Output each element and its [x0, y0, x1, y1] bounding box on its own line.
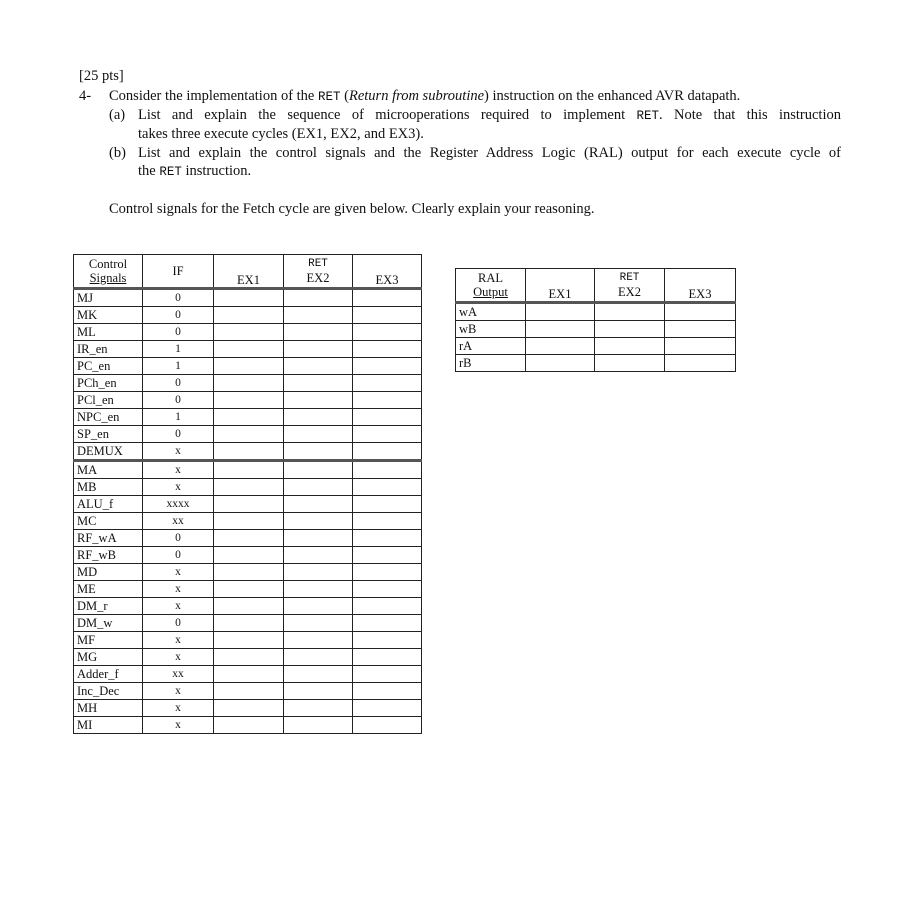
control-row: [74, 513, 422, 530]
if-value: x: [143, 443, 214, 461]
if-value: x: [143, 598, 214, 615]
ex3-value-cell: [353, 341, 422, 358]
signal-name: MJ: [74, 289, 143, 307]
problem-intro: [109, 87, 740, 106]
ex2-value-cell: [284, 341, 353, 358]
ex1-header: [214, 255, 284, 289]
ral-ex1-label: EX1: [548, 287, 572, 301]
ex2-value-cell: [284, 461, 353, 479]
part-b-ret-mono: RET: [159, 165, 182, 179]
signal-name: MI: [74, 717, 143, 734]
ex2-value-cell: [284, 324, 353, 341]
signal-name: MG: [74, 649, 143, 666]
ex3-value-cell: [353, 598, 422, 615]
control-row: [74, 392, 422, 409]
ex2-header-label: EX2: [306, 271, 330, 285]
part-b-text-post: instruction.: [181, 163, 252, 179]
ral-ex2-cell: [595, 338, 665, 355]
intro-italic: Return from subroutine: [348, 88, 485, 104]
ex2-value-cell: [284, 649, 353, 666]
ex3-header: [353, 255, 422, 289]
if-value: 0: [143, 426, 214, 443]
signal-name: ML: [74, 324, 143, 341]
ex2-value-cell: [284, 358, 353, 375]
ral-signal-name: wA: [456, 303, 526, 321]
ral-ex1-cell: [526, 303, 595, 321]
control-row: [74, 479, 422, 496]
points-label: [25 pts]: [79, 68, 124, 84]
ral-ex3-cell: [665, 355, 736, 372]
control-row: [74, 289, 422, 307]
ex2-value-cell: [284, 375, 353, 392]
ex3-value-cell: [353, 307, 422, 324]
ral-ex2-cell: [595, 355, 665, 372]
control-row: [74, 426, 422, 443]
ex1-value-cell: [214, 426, 284, 443]
ex3-value-cell: [353, 392, 422, 409]
ex2-value-cell: [284, 666, 353, 683]
ex1-value-cell: [214, 479, 284, 496]
ex1-value-cell: [214, 700, 284, 717]
control-signals-table: [73, 254, 422, 734]
ex1-header-label: EX1: [237, 273, 260, 287]
part-a-text-end: . Note that this instruction: [659, 107, 841, 123]
signal-name: Adder_f: [74, 666, 143, 683]
control-row: [74, 564, 422, 581]
ex1-value-cell: [214, 324, 284, 341]
ex1-value-cell: [214, 598, 284, 615]
ex3-value-cell: [353, 443, 422, 461]
ex3-value-cell: [353, 683, 422, 700]
ex1-value-cell: [214, 289, 284, 307]
ral-output-table: [455, 268, 736, 372]
ex2-value-cell: [284, 717, 353, 734]
ral-ex2-label: EX2: [618, 285, 641, 299]
ret-header-label: RET: [308, 258, 328, 270]
ral-signal-name: wB: [456, 321, 526, 338]
ral-ex1-cell: [526, 355, 595, 372]
signal-name: Inc_Dec: [74, 683, 143, 700]
control-row: [74, 581, 422, 598]
if-value: 0: [143, 307, 214, 324]
ex1-value-cell: [214, 358, 284, 375]
signal-name: SP_en: [74, 426, 143, 443]
ex3-value-cell: [353, 649, 422, 666]
signal-name: MA: [74, 461, 143, 479]
ral-header-line1: RAL: [478, 271, 503, 285]
ral-row: [456, 338, 736, 355]
ex3-value-cell: [353, 530, 422, 547]
intro-text-2: (: [340, 88, 349, 104]
ral-signal-name: rB: [456, 355, 526, 372]
if-value: x: [143, 581, 214, 598]
ex2-value-cell: [284, 683, 353, 700]
ral-header-row: [456, 269, 736, 303]
control-row: [74, 375, 422, 392]
if-value: x: [143, 683, 214, 700]
control-row: [74, 307, 422, 324]
signal-name: PCl_en: [74, 392, 143, 409]
signal-name: RF_wA: [74, 530, 143, 547]
if-value: 0: [143, 289, 214, 307]
control-row: [74, 530, 422, 547]
part-a-label: (a): [109, 107, 126, 123]
part-b-line1: List and explain the control signals and the Register Address Logic (RAL) output for each execute cycle of: [138, 145, 841, 161]
ex3-value-cell: [353, 547, 422, 564]
if-value: 0: [143, 530, 214, 547]
control-row: [74, 615, 422, 632]
control-row: [74, 700, 422, 717]
if-value: x: [143, 632, 214, 649]
ex3-value-cell: [353, 289, 422, 307]
ex3-value-cell: [353, 409, 422, 426]
ex2-value-cell: [284, 564, 353, 581]
ral-ret-header-label: RET: [619, 272, 640, 284]
ex3-value-cell: [353, 461, 422, 479]
control-row: [74, 683, 422, 700]
ex1-value-cell: [214, 409, 284, 426]
ex1-value-cell: [214, 564, 284, 581]
ral-row: [456, 355, 736, 372]
ral-ex1-header: [526, 269, 595, 303]
ex2-value-cell: [284, 632, 353, 649]
ex3-value-cell: [353, 717, 422, 734]
signal-name: MF: [74, 632, 143, 649]
control-row: [74, 649, 422, 666]
fetch-note: Control signals for the Fetch cycle are given below. Clearly explain your reasoning.: [109, 201, 595, 217]
if-value: x: [143, 461, 214, 479]
if-value: 0: [143, 375, 214, 392]
part-a-line1: [138, 106, 841, 125]
ral-ex3-cell: [665, 338, 736, 355]
control-row: [74, 324, 422, 341]
signal-name: MC: [74, 513, 143, 530]
ex3-value-cell: [353, 700, 422, 717]
ex1-value-cell: [214, 341, 284, 358]
control-row: [74, 598, 422, 615]
ex1-value-cell: [214, 615, 284, 632]
signal-name: NPC_en: [74, 409, 143, 426]
ex1-value-cell: [214, 530, 284, 547]
ral-ex3-header: [665, 269, 736, 303]
signal-name: DM_r: [74, 598, 143, 615]
intro-ret-mono: RET: [318, 90, 341, 104]
ex3-header-label: EX3: [375, 273, 399, 287]
control-row: [74, 409, 422, 426]
ex1-value-cell: [214, 375, 284, 392]
control-row: [74, 358, 422, 375]
ex2-value-cell: [284, 443, 353, 461]
ex1-value-cell: [214, 683, 284, 700]
ral-row: [456, 321, 736, 338]
ex2-value-cell: [284, 392, 353, 409]
ral-ex3-cell: [665, 303, 736, 321]
ex2-value-cell: [284, 289, 353, 307]
ex2-value-cell: [284, 426, 353, 443]
ral-header-line2: Output: [473, 285, 508, 299]
ex3-value-cell: [353, 375, 422, 392]
ex2-value-cell: [284, 581, 353, 598]
control-row: [74, 461, 422, 479]
ex3-value-cell: [353, 358, 422, 375]
if-value: 1: [143, 409, 214, 426]
control-row: [74, 443, 422, 461]
control-header-line1: Control: [88, 257, 128, 271]
control-signals-header: [74, 255, 143, 289]
control-row: [74, 547, 422, 564]
intro-text-1: Consider the implementation of the: [109, 88, 318, 104]
ral-ex2-cell: [595, 321, 665, 338]
if-value: x: [143, 564, 214, 581]
ex2-value-cell: [284, 700, 353, 717]
ex2-value-cell: [284, 598, 353, 615]
ex2-value-cell: [284, 479, 353, 496]
if-value: xx: [143, 666, 214, 683]
if-value: x: [143, 717, 214, 734]
ex1-value-cell: [214, 717, 284, 734]
ex3-value-cell: [353, 615, 422, 632]
signal-name: PC_en: [74, 358, 143, 375]
if-value: xx: [143, 513, 214, 530]
part-a-text: List and explain the sequence of microoperations required to implement: [138, 107, 637, 123]
control-row: [74, 666, 422, 683]
ex3-value-cell: [353, 479, 422, 496]
ral-ex1-cell: [526, 338, 595, 355]
intro-text-3: ) instruction on the enhanced AVR datapath.: [484, 88, 741, 104]
ex3-value-cell: [353, 324, 422, 341]
part-a-line2: takes three execute cycles (EX1, EX2, and EX3).: [138, 126, 424, 142]
ex2-value-cell: [284, 513, 353, 530]
ex3-value-cell: [353, 513, 422, 530]
ex1-value-cell: [214, 461, 284, 479]
ex3-value-cell: [353, 564, 422, 581]
ex2-value-cell: [284, 547, 353, 564]
ex2-value-cell: [284, 530, 353, 547]
if-value: 1: [143, 358, 214, 375]
if-value: 0: [143, 392, 214, 409]
control-header-line2: Signals: [89, 271, 127, 285]
ex2-value-cell: [284, 615, 353, 632]
signal-name: MK: [74, 307, 143, 324]
part-b-label: (b): [109, 145, 126, 161]
problem-number: 4-: [79, 88, 92, 104]
ex1-value-cell: [214, 392, 284, 409]
ex2-value-cell: [284, 496, 353, 513]
ex1-value-cell: [214, 443, 284, 461]
if-header: [143, 255, 214, 289]
if-value: x: [143, 479, 214, 496]
ex1-value-cell: [214, 307, 284, 324]
control-row: [74, 496, 422, 513]
if-value: 0: [143, 324, 214, 341]
ral-ex3-label: EX3: [688, 287, 712, 301]
ex2-value-cell: [284, 307, 353, 324]
ral-ex2-cell: [595, 303, 665, 321]
if-value: x: [143, 700, 214, 717]
if-value: x: [143, 649, 214, 666]
control-row: [74, 717, 422, 734]
if-value: 0: [143, 615, 214, 632]
ex1-value-cell: [214, 496, 284, 513]
ex1-value-cell: [214, 581, 284, 598]
signal-name: MB: [74, 479, 143, 496]
if-value: 1: [143, 341, 214, 358]
signal-name: PCh_en: [74, 375, 143, 392]
ex2-header: [284, 255, 353, 289]
ex1-value-cell: [214, 547, 284, 564]
ex3-value-cell: [353, 632, 422, 649]
ex1-value-cell: [214, 632, 284, 649]
ex1-value-cell: [214, 666, 284, 683]
ral-ex3-cell: [665, 321, 736, 338]
signal-name: MD: [74, 564, 143, 581]
ex1-value-cell: [214, 649, 284, 666]
control-row: [74, 632, 422, 649]
ral-ex1-cell: [526, 321, 595, 338]
ex3-value-cell: [353, 426, 422, 443]
signal-name: MH: [74, 700, 143, 717]
signal-name: IR_en: [74, 341, 143, 358]
ex3-value-cell: [353, 666, 422, 683]
part-b-line2: [138, 162, 251, 181]
ex2-value-cell: [284, 409, 353, 426]
ral-signal-name: rA: [456, 338, 526, 355]
part-a-ret-mono: RET: [636, 109, 660, 123]
control-header-row: [74, 255, 422, 289]
ex1-value-cell: [214, 513, 284, 530]
part-b-text-pre: the: [138, 163, 160, 179]
ex3-value-cell: [353, 496, 422, 513]
signal-name: ME: [74, 581, 143, 598]
control-row: [74, 341, 422, 358]
signal-name: ALU_f: [74, 496, 143, 513]
ex3-value-cell: [353, 581, 422, 598]
ral-row: [456, 303, 736, 321]
ral-ex2-header: [595, 269, 665, 303]
if-value: 0: [143, 547, 214, 564]
signal-name: DEMUX: [74, 443, 143, 461]
signal-name: RF_wB: [74, 547, 143, 564]
if-value: xxxx: [143, 496, 214, 513]
ral-output-header: [456, 269, 526, 303]
signal-name: DM_w: [74, 615, 143, 632]
if-header-label: IF: [172, 264, 184, 278]
